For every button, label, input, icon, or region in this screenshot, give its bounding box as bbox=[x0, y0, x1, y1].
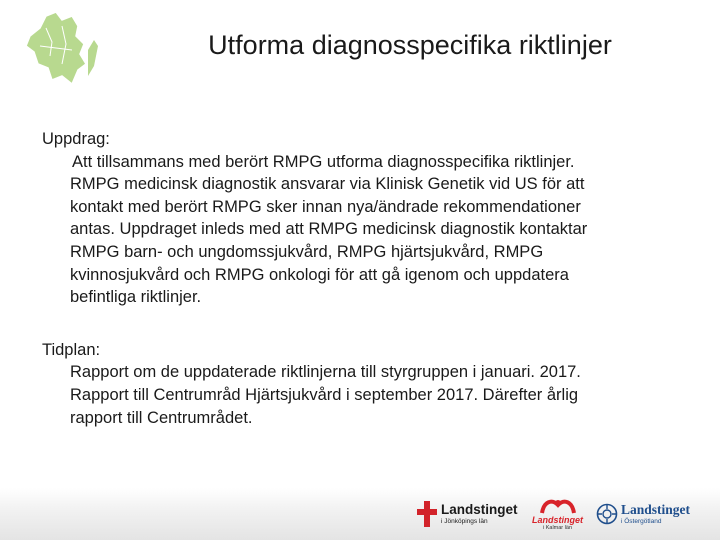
tidplan-heading: Tidplan: bbox=[42, 340, 101, 359]
cross-icon bbox=[416, 499, 438, 529]
uppdrag-line: RMPG barn- och ungdomssjukvård, RMPG hjärtsjukvård, RMPG bbox=[70, 242, 544, 261]
uppdrag-line: kontakt med berört RMPG sker innan nya/ändrade rekommendationer bbox=[70, 197, 581, 216]
tidplan-line: Rapport till Centrumråd Hjärtsjukvård i september 2017. Därefter årlig bbox=[70, 385, 579, 404]
logo-ostergotland-sub: i Östergötland bbox=[621, 517, 662, 525]
ostergotland-emblem-icon bbox=[596, 503, 618, 525]
logo-kalmar-sub: i Kalmar län bbox=[542, 525, 573, 531]
logo-ostergotland bbox=[596, 494, 690, 534]
logo-jonkoping-sub: i Jönköpings län bbox=[441, 517, 488, 525]
kalmar-emblem-icon bbox=[538, 497, 578, 515]
uppdrag-heading: Uppdrag: bbox=[42, 130, 110, 148]
uppdrag-line: Att tillsammans med berört RMPG utforma diagnosspecifika riktlinjer. bbox=[72, 152, 575, 171]
uppdrag-line: kvinnosjukvård och RMPG onkologi för att gå igenom och uppdatera bbox=[70, 265, 569, 284]
logo-jonkoping-name: Landstinget bbox=[441, 502, 518, 517]
uppdrag-paragraph bbox=[42, 151, 682, 309]
region-map-logo bbox=[22, 6, 108, 92]
slide-title: Utforma diagnosspecifika riktlinjer bbox=[208, 30, 612, 60]
slide-body bbox=[42, 128, 682, 429]
tidplan-line: Rapport om de uppdaterade riktlinjerna till styrgruppen i januari. 2017. bbox=[70, 363, 581, 382]
logo-jonkoping bbox=[416, 494, 518, 534]
uppdrag-line: antas. Uppdraget inleds med att RMPG medicinsk diagnostik kontaktar bbox=[70, 220, 588, 239]
logo-ostergotland-name: Landstinget bbox=[621, 502, 691, 517]
logo-kalmar-name: Landstinget bbox=[532, 515, 583, 525]
tidplan-line: rapport till Centrumrådet. bbox=[70, 408, 253, 427]
uppdrag-line: RMPG medicinsk diagnostik ansvarar via Klinisk Genetik vid US för att bbox=[70, 175, 585, 194]
tidplan-paragraph bbox=[42, 361, 682, 429]
logo-kalmar bbox=[532, 494, 583, 534]
uppdrag-line: befintliga riktlinjer. bbox=[70, 288, 202, 307]
